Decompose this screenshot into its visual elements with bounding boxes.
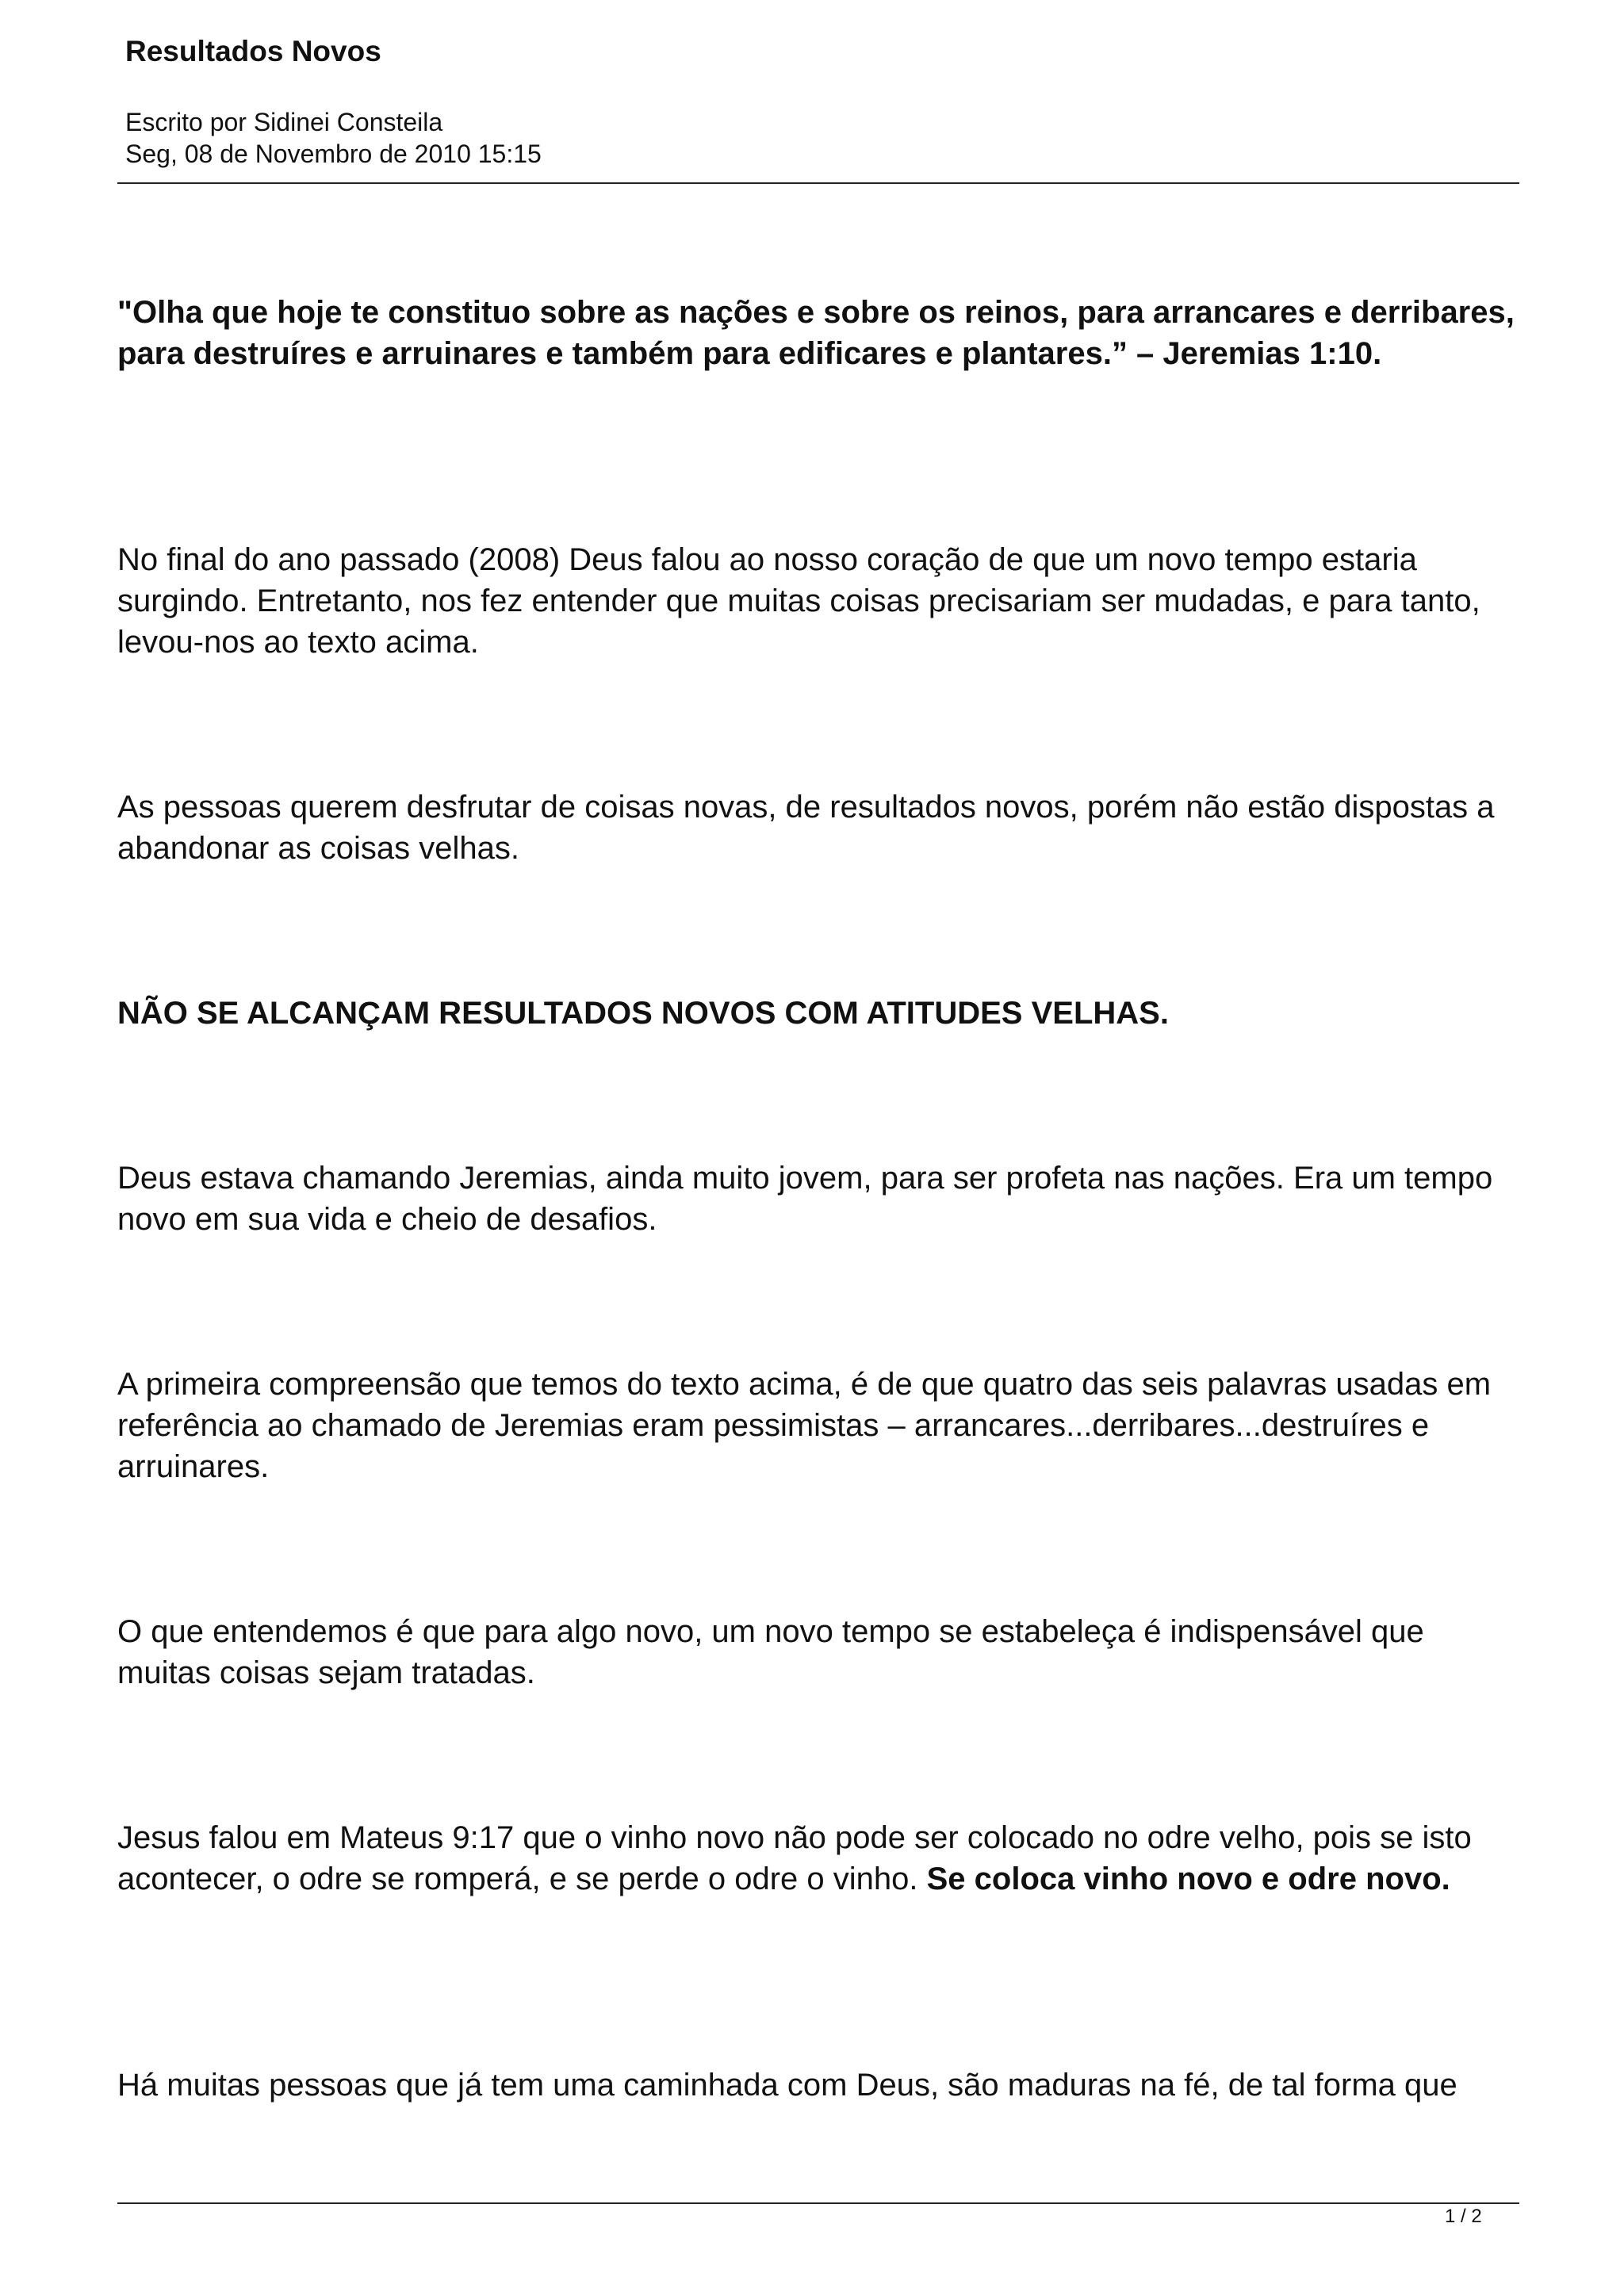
paragraph-2: As pessoas querem desfrutar de coisas novas, de resultados novos, porém não estão dispostas a abandonar as coisas velhas. bbox=[117, 790, 1495, 866]
section-heading: NÃO SE ALCANÇAM RESULTADOS NOVOS COM ATITUDES VELHAS. bbox=[117, 996, 1169, 1031]
page-number: 1 / 2 bbox=[1445, 2206, 1482, 2227]
article-date: Seg, 08 de Novembro de 2010 15:15 bbox=[125, 140, 542, 168]
paragraph-3: Deus estava chamando Jeremias, ainda muito jovem, para ser profeta nas nações. Era um tempo novo em sua vida e cheio de desafios. bbox=[117, 1161, 1493, 1237]
header-divider bbox=[117, 182, 1519, 184]
paragraph-6 bbox=[117, 1817, 1519, 1900]
article-title: Resultados Novos bbox=[125, 35, 381, 67]
paragraph-7: Há muitas pessoas que já tem uma caminhada com Deus, são maduras na fé, de tal forma que bbox=[117, 2068, 1457, 2103]
paragraph-4: A primeira compreensão que temos do texto acima, é de que quatro das seis palavras usadas em referência ao chamado de Jeremias eram pessimistas – arrancares...derribares...destruíres e arruinares. bbox=[117, 1367, 1492, 1484]
paragraph-6-text: Jesus falou em Mateus 9:17 que o vinho novo não pode ser colocado no odre velho, pois se isto acontecer, o odre se romperá, e se perde o odre o vinho. bbox=[117, 1820, 1472, 1896]
paragraph-1: No final do ano passado (2008) Deus falou ao nosso coração de que um novo tempo estaria surgindo. Entretanto, nos fez entender que muitas coisas precisariam ser mudadas, e para tanto, levou-nos ao texto acima. bbox=[117, 542, 1480, 660]
footer-divider bbox=[117, 2202, 1519, 2204]
paragraph-5: O que entendemos é que para algo novo, um novo tempo se estabeleça é indispensável que muitas coisas sejam tratadas. bbox=[117, 1614, 1424, 1690]
paragraph-6-bold-text: Se coloca vinho novo e odre novo. bbox=[926, 1862, 1450, 1896]
article-author: Escrito por Sidinei Consteila bbox=[125, 108, 443, 136]
bible-quote: "Olha que hoje te constituo sobre as nações e sobre os reinos, para arrancares e derribares, para destruíres e arruinares e também para edificares e plantares.” – Jeremias 1:10. bbox=[117, 295, 1515, 371]
